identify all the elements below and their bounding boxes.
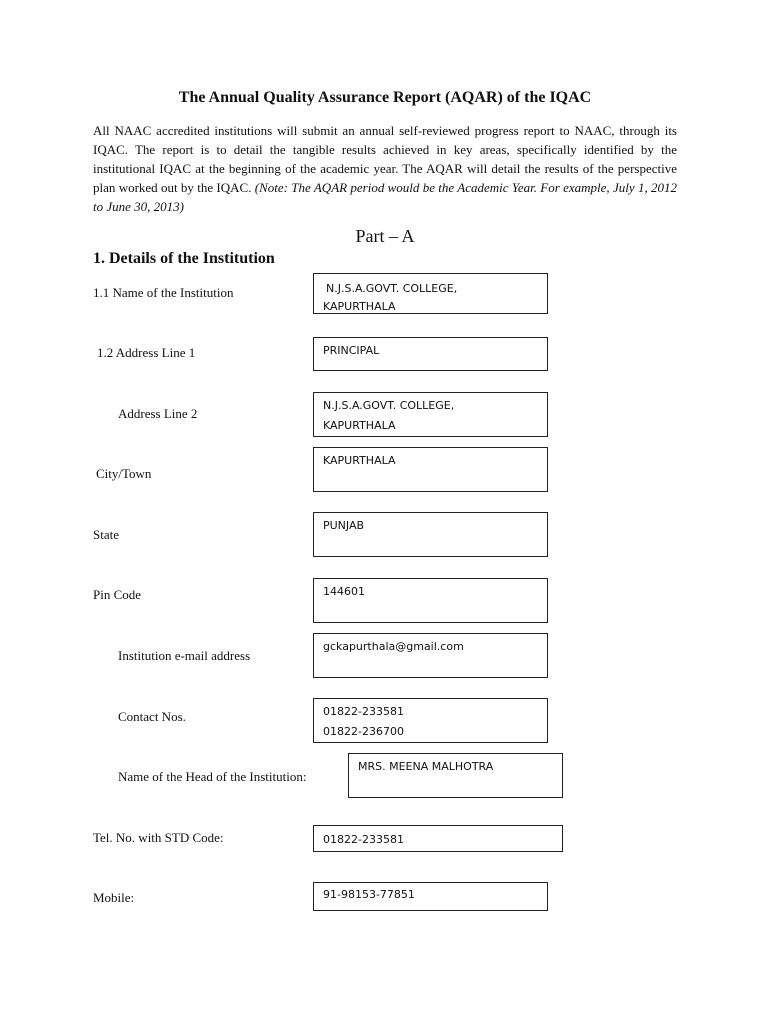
city-field[interactable] bbox=[313, 447, 548, 492]
tel-label: Tel. No. with STD Code: bbox=[93, 830, 224, 845]
contact-line2: 01822-236700 bbox=[323, 725, 404, 738]
contact-label: Contact Nos. bbox=[118, 709, 186, 724]
institution-name-line1: N.J.S.A.GOVT. COLLEGE, bbox=[326, 282, 458, 295]
intro-paragraph bbox=[93, 121, 677, 216]
state-field[interactable] bbox=[313, 512, 548, 557]
institution-name-field[interactable] bbox=[313, 273, 548, 314]
institution-name-label: 1.1 Name of the Institution bbox=[93, 285, 234, 300]
address-line1-field[interactable] bbox=[313, 337, 548, 371]
mobile-label: Mobile: bbox=[93, 890, 135, 905]
email-field[interactable] bbox=[313, 633, 548, 678]
contact-line1: 01822-233581 bbox=[323, 705, 404, 718]
city-value: KAPURTHALA bbox=[323, 454, 396, 467]
contact-field[interactable] bbox=[313, 698, 548, 743]
address-line1-value: PRINCIPAL bbox=[323, 344, 380, 357]
address-line2-line1: N.J.S.A.GOVT. COLLEGE, bbox=[323, 399, 455, 412]
email-value: gckapurthala@gmail.com bbox=[323, 640, 464, 653]
tel-value: 01822-233581 bbox=[323, 833, 404, 846]
email-label: Institution e-mail address bbox=[118, 648, 251, 663]
pin-code-label: Pin Code bbox=[93, 587, 142, 602]
head-value: MRS. MEENA MALHOTRA bbox=[358, 760, 494, 773]
intro-text: All NAAC accredited institutions will submit an annual self-reviewed progress report to NAAC, through its IQAC. The report is to detail the tangible results achieved in key areas, specifically identified by the institutional IQAC at the beginning of the academic year. The AQAR will detail the results of the perspective plan worked out by the IQAC. bbox=[93, 123, 677, 195]
city-label: City/Town bbox=[96, 466, 152, 481]
address-line1-label: 1.2 Address Line 1 bbox=[97, 345, 196, 360]
mobile-value: 91-98153-77851 bbox=[323, 888, 415, 901]
tel-field[interactable] bbox=[313, 825, 563, 852]
part-heading: Part – A bbox=[355, 226, 415, 246]
institution-name-line2: KAPURTHALA bbox=[323, 300, 396, 313]
section-heading: 1. Details of the Institution bbox=[93, 250, 275, 267]
intro-note: (Note: The AQAR period would be the Academic Year. For example, July 1, 2012 to June 30, 2013) bbox=[93, 180, 678, 214]
address-line2-label: Address Line 2 bbox=[118, 406, 198, 421]
pin-code-value: 144601 bbox=[323, 585, 365, 598]
state-value: PUNJAB bbox=[323, 519, 365, 532]
head-label: Name of the Head of the Institution: bbox=[118, 769, 307, 784]
pin-code-field[interactable] bbox=[313, 578, 548, 623]
address-line2-field[interactable] bbox=[313, 392, 548, 437]
mobile-field[interactable] bbox=[313, 882, 548, 911]
address-line2-line2: KAPURTHALA bbox=[323, 419, 396, 432]
head-field[interactable] bbox=[348, 753, 563, 798]
document-title: The Annual Quality Assurance Report (AQAR) of the IQAC bbox=[178, 89, 592, 106]
state-label: State bbox=[93, 527, 119, 542]
